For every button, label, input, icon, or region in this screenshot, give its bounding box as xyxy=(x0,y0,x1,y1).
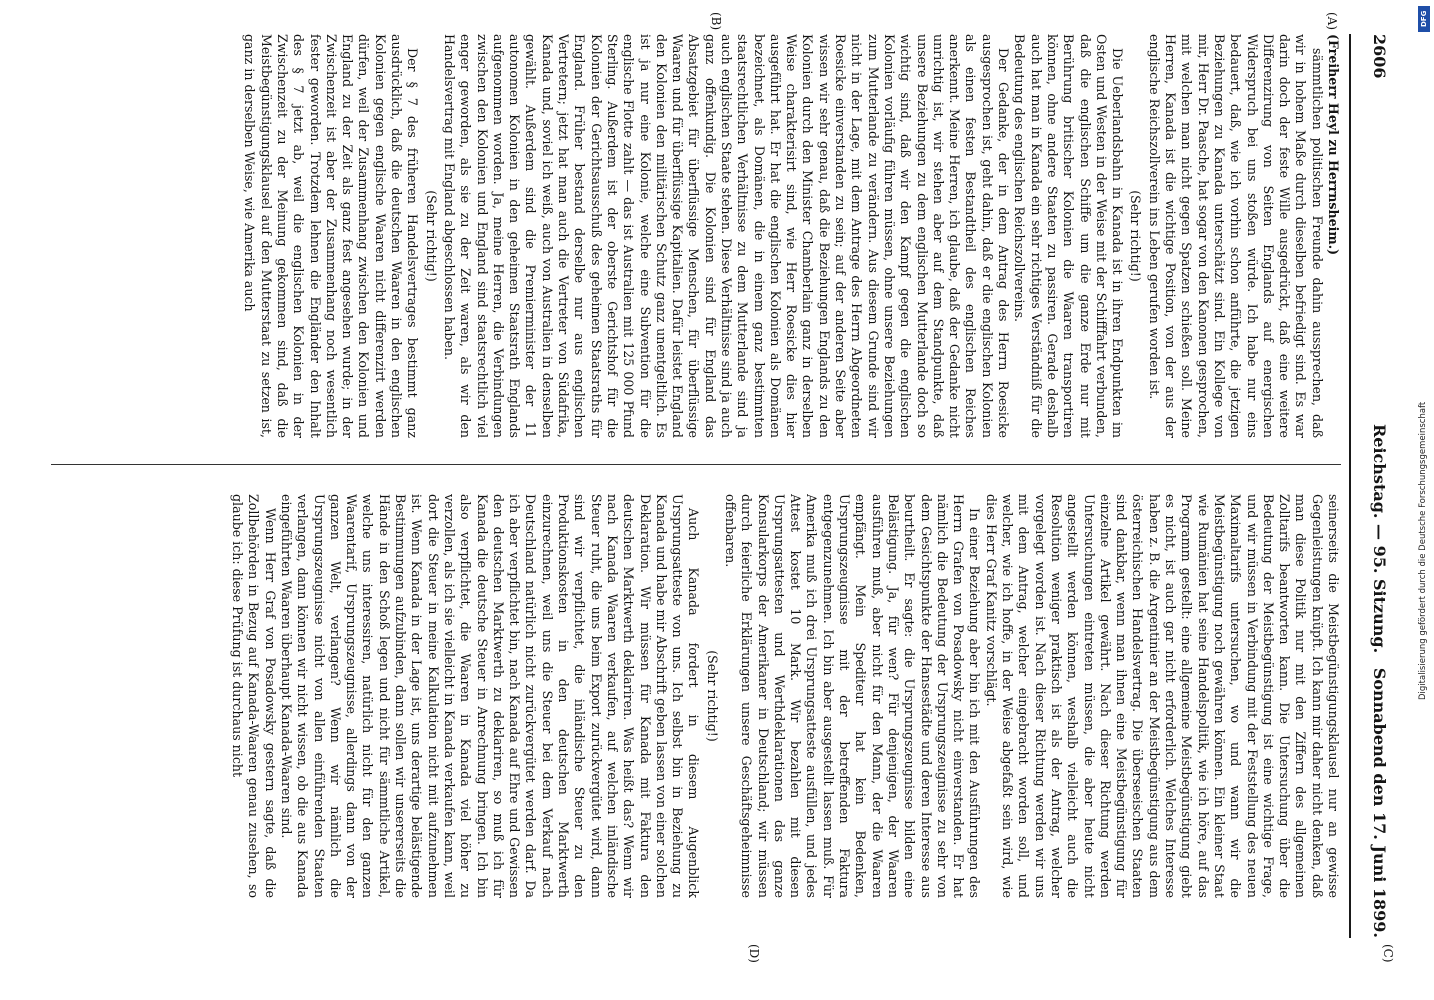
column-rule xyxy=(51,464,1341,465)
page-number: 2606 xyxy=(1370,34,1389,79)
rotated-page xyxy=(35,12,1395,963)
dfg-logo: DFG xyxy=(1418,6,1430,32)
header-rule xyxy=(1349,34,1351,938)
right-column xyxy=(51,494,1341,898)
paragraph: Wenn Herr Graf von Posadowsky gestern sagte, daß die Zollbehörden in Bezug auf Kanada-Waaren genau zusehen, so glaube ich: diese Prüfung ist durchaus nicht xyxy=(230,494,278,898)
page-date: Sonnabend den 17. Juni 1899. xyxy=(1370,667,1389,938)
digitization-credit: Digitalisierung gefördert durch die Deutsche Forschungsgemeinschaft xyxy=(1418,401,1428,700)
speaker-label: (Freiherr Heyl zu Herrnsheim.) xyxy=(1326,34,1341,256)
margin-mark-d: (D) xyxy=(747,944,761,963)
interjection: (Sehr richtig!) xyxy=(704,650,720,742)
margin-mark-a: (A) xyxy=(1325,12,1339,31)
paragraph: In einer Beziehung aber bin ich mit den Ausführungen des Herrn Grafen von Posadowsky nicht einverstanden. Er hat nämlich die Bedeutung der Ursprungszeugnisse zu sehr von dem Gesichtspunkte der Hansestädte und deren Interesse aus beurtheilt. Er sagte: die Ursprungszeugnisse bilden eine Belästigung. Ja, für wen? Für denjenigen, der Waaren ausführen muß, aber nicht für den Mann, der die Waaren empfängt. Mein Spediteur hat kein Bedenken, Ursprungszeugnisse mit der betreffenden Faktura entgegenzunehmen. Ich bin aber ausgestellt lassen muß. Für Amerika muß ich drei Ursprungsatteste ausfüllen, und jedes Attest kostet 10 Mark. Wir bezahlen mit diesen Ursprungsattesten und Werthdeklarationen das ganze Konsularkorps der Amerikaner in Deutschland; wir müssen durch feierliche Erklärungen unsere Geschäftsgeheimnisse offenbaren. xyxy=(723,494,983,898)
running-header xyxy=(1361,34,1395,938)
paragraph: Die Ueberlandsbahn in Kanada ist in ihren Endpunkten im Osten und Westen in der Weise mit der Schifffahrt verbunden, daß die englischen Schiffe um die ganze Erde nur mit Berührung britischer Kolonien die Waaren transportiren können, ohne andere Staaten zu passiren. Gerade deshalb auch hat man in Kanada ein sehr richtiges Verständniß für die Bedeutung des englischen Reichszollvereins. xyxy=(1012,34,1126,438)
paragraph: sämmtlichen politischen Freunde dahin aussprechen, daß wir in hohem Maße durch dieselben befriedigt sind. Es war darin doch der feste Wille ausgedrückt, daß eine weitere Differenzirung von Seiten Englands auf energischen Widerspruch bei uns stoßen würde. Ich habe nur eins bedauert, daß, wie ich vorhin schon anführte, die jetzigen Beziehungen zu Kanada unterschätzt sind. Ein Kollege von mir, Herr Dr. Paasche, hat sogar von den Kanonen gesprochen, mit welchen man nicht gegen Spatzen schießen soll. Meine Herren, Kanada ist die wichtige Position, von der aus der englische Reichszollverein ins Leben gerufen worden ist. xyxy=(1146,34,1325,438)
margin-mark-c: (C) xyxy=(1381,944,1395,963)
paragraph: Der Gedanke, der in dem Antrag des Herrn Roesicke ausgesprochen ist, geht dahin, daß er die englischen Kolonien als einen festen Bestandtheil des englischen Reiches anerkennt. Meine Herren, ich glaube, daß der Gedanke nicht unrichtig ist, wir stehen aber auf dem Standpunkte, daß unsere Beziehungen zu dem englischen Mutterlande doch so wichtig sind, daß wir den Kampf gegen die englischen Kolonien vorläufig führen müssen, ohne unsere Beziehungen zum Mutterlande zu verändern. Aus diesem Grunde sind wir nicht in der Lage, mit dem Antrage des Herrn Abgeordneten Roesicke einverstanden zu sein; auf der anderen Seite aber wissen wir sehr genau, daß die Beziehungen Englands zu den Kolonien durch den Minister Chamberlain ganz in derselben Weise charakterisirt sind, wie Herr Roesicke dies hier ausgeführt hat. Er hat die englischen Kolonien als Domänen bezeichnet, als Domänen, die in einem ganz bestimmten staatsrechtlichen Verhältnisse zu dem Mutterlande sind ja auch englischen Staate stehen. Diese Verhältnisse sind ja auch ganz offenkundig. Die Kolonien sind für England das Absatzgebiet für überflüssige Menschen, für überflüssige Waaren und für überflüssige Kapitalien. Dafür leistet England den Kolonien den militärischen Schutz ganz unentgeltlich. Es ist ja nur eine Kolonie, welche eine Subvention für die englische Flotte zahlt — das ist Australien mit 125 000 Pfund Sterling. Außerdem ist der oberste Gerichtshof für die Kolonien der Gerichtsausschuß des geheimen Staatsraths für England. Früher bestand derselbe nur aus englischen Vertretern; jetzt hat man auch die Vertreter von Südafrika, Kanada und, soviel ich weiß, auch von Australien in denselben gewählt. Außerdem sind die Premierminister der 11 autonomen Kolonien in den geheimen Staatsrath Englands aufgenommen worden. Ja, meine Herren, die Verbindungen zwischen den Kolonien und England sind staatsrechtlich viel enger geworden, als sie zu der Zeit waren, als wir den Handelsvertrag mit England abgeschlossen haben. xyxy=(441,34,1012,438)
interjection: (Sehr richtig!) xyxy=(1128,190,1144,282)
paragraph: seinerseits die Meistbegünstigungsklausel nur an gewisse Gegenleistungen knüpft. Ich kann mir daher nicht denken, daß man diese Politik nur mit den Ziffern des allgemeinen Zolltarifs beantworten kann. Die Untersuchung über die Bedeutung der Meistbegünstigung ist eine wichtige Frage, und wir müssen in Verbindung mit der Feststellung des neuen Maximaltarifs untersuchen, wo und wann wir die Meistbegünstigung noch gewähren können. Ein kleiner Staat wie Rumänien hat seine Handelspolitik, wie ich höre, auf das Programm gestellt: eine allgemeine Meistbegünstigung giebt es nicht, ist auch gar nicht erforderlich. Welches Interesse haben z. B. die Argentinier an der Meistbegünstigung aus dem österreichischen Handelsvertrag. Die überseeischen Staaten sind dankbar, wenn man ihnen eine Meistbegünstigung für einzelne Artikel gewährt. Nach dieser Richtung werden Untersuchungen eintreten müssen, die aber heute nicht angestellt werden können, weshalb vielleicht auch die Resolution weniger praktisch ist als der Antrag, welcher vorgelegt worden ist. Nach dieser Richtung werden wir uns mit dem Antrag, welcher eingebracht worden soll, und welcher, wie ich hoffe, in der Weise abgefaßt sein wird, wie dies Herr Graf Kanitz vorschlägt. xyxy=(983,494,1341,898)
interjection: (Sehr richtig!) xyxy=(423,190,439,282)
paragraph: Der § 7 des früheren Handelsvertrages bestimmt ganz ausdrücklich, daß die deutschen Waaren in den englischen Kolonien gegen englische Waaren nicht differenzirt werden dürfen, weil der Zusammenhang zwischen den Kolonien und England zu der Zeit als ganz fest angesehen wurde; in der Zwischenzeit ist aber der Zusammenhang noch wesentlich fester geworden. Trotzdem lehnen die Engländer den Inhalt des § 7 jetzt ab, weil die englischen Kolonien in der Zwischenzeit zu der Meinung gekommen sind, daß die Meistbegünstigungsklausel auf den Mutterstaat zu setzen ist, ganz in derselben Weise, wie Amerika auch xyxy=(242,34,421,438)
left-column xyxy=(51,34,1341,438)
session-title: Reichstag. — 95. Sitzung. xyxy=(1370,424,1389,654)
margin-mark-b: (B) xyxy=(709,12,723,31)
paragraph: Auch Kanada fordert in diesem Augenblick Ursprungsatteste von uns. Ich selbst bin in Beziehung zu Kanada und habe mir Abschrift geben lassen von einer solchen Deklaration. Wir müssen für Kanada mit Faktura den deutschen Marktwerth deklariren. Was heißt das? Wenn wir nach Kanada Waaren verkaufen, auf welchen inländische Steuer ruht, die uns beim Export zurückvergütet wird, dann sind wir verpflichtet, die inländische Steuer zu den Produktionskosten in den deutschen Marktwerth einzurechnen, weil uns die Steuer bei dem Verkauf nach Deutschland natürlich nicht zurückvergütet werden darf. Da ich aber verpflichtet bin, nach Kanada auf Ehre und Gewissen den deutschen Marktwerth zu deklariren, so muß ich für Kanada die deutsche Steuer in Anrechnung bringen. Ich bin also verpflichtet, die Waaren in Kanada viel höher zu verzollen, als ich sie vielleicht in Kanada verkaufen kann, weil dort die Steuer in meine Kalkulation nicht mit aufzunehmen ist. Wenn Kanada in der Lage ist, uns derartige belästigende Bestimmungen aufzubinden, dann sollen wir unsererseits die Hände in den Schoß legen und nicht für sämmtliche Artikel, welche uns interessiren, natürlich nicht für den ganzen Waarentarif, Ursprungszeugnisse, allerdings dann von der ganzen Welt, verlangen? Wenn wir nämlich die Ursprungszeugnisse nicht von allen einführenden Staaten verlangen, dann können wir nicht wissen, ob die aus Kanada eingeführten Waaren überhaupt Kanada-Waaren sind. xyxy=(279,494,702,898)
